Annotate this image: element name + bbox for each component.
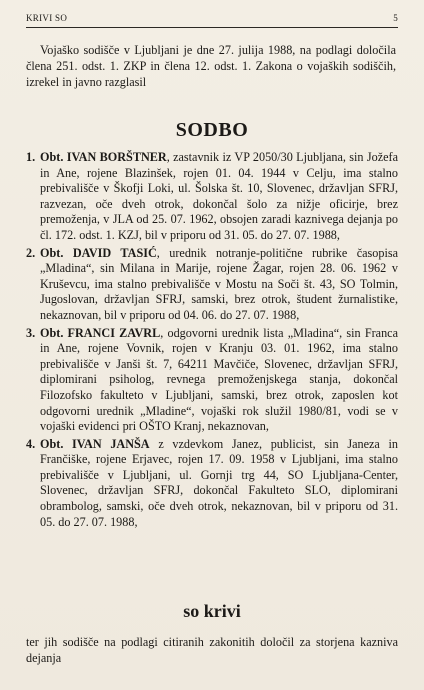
defendant-details: z vzdevkom Janez, publicist, sin Janeza in Frančiške, rojene Erjavec, rojen 17. 09. 1958 v Ljubljani, ima stalno prebivališče v Ljubljani, ul. Gornji trg 44, SO Ljubljana-Center, Slovenec, državljan SFRJ, dokončal Fakulteto SLO, diplomirani obrambolog, samski, oče dveh otrok, nekaznovan, bil v priporu od 31. 05. do 27. 07. 1988, (40, 436, 399, 529)
defendant-name: Obt. FRANCI ZAVRL (40, 325, 161, 340)
defendant-details: , odgovorni urednik lista „Mladina“, sin Franca in Ane, rojene Vovnik, rojen v Kranju 03. 01. 1962, ima stalno prebivališče v Janši št. 7, 64211 Mavčiče, Slovenec, državljan SFRJ, diplomirani psiholog, revnega premoženjskega stanja, dokončal Filozofsko fakulteto v Ljubljani, samski, brez otrok, zaposlen kot odgovorni urednik „Mladine“, vojaški rok služil 1980/81, vodi se v vojaški evidenci pri OŠTO Kranj, nekaznovan, (40, 325, 398, 434)
defendant-number: 4. (26, 436, 36, 451)
defendant-name: Obt. IVAN JANŠA (40, 436, 150, 451)
page-number: 5 (393, 13, 398, 23)
defendant-list (26, 150, 398, 532)
running-title: KRIVI SO (26, 13, 68, 23)
defendant-text (38, 437, 398, 531)
closing-paragraph: ter jih sodišče na podlagi citiranih zakonitih določil za storjena kazniva dejanja (26, 635, 398, 665)
header-rule (26, 27, 398, 28)
defendant-name: Obt. DAVID TASIĆ (40, 245, 157, 260)
defendant-details: , urednik notranje-politične rubrike časopisa „Mladina“, sin Milana in Marije, rojene Žagar, rojen 28. 06. 1962 v Kruševcu, ima stalno prebivališče v Mostu na Soči št. 43, SO Tolmin, Jugoslovan, državljan SFRJ, samski, brez otrok, študent žurnalistike, nekaznovan, bil v priporu od 04. 06. do 27. 07. 1988, (40, 245, 398, 322)
defendant-number: 3. (26, 325, 36, 340)
defendant-name: Obt. IVAN BORŠTNER (40, 150, 167, 164)
defendant-item (26, 246, 398, 324)
defendant-item (26, 326, 398, 435)
defendant-item (26, 150, 398, 244)
verdict-heading: SODBO (175, 119, 249, 141)
defendant-details: , zastavnik iz VP 2050/30 Ljubljana, sin Jožefa in Ane, rojene Blazinšek, rojen 01. 04. 1944 v Celju, ima stalno prebivališče v Škofji Loki, ul. Šolska št. 10, Slovenec, državljan SFRJ, razvezan, oče dveh otrok, dokončal šolo za nižje oficirje, brez premoženja, v JLA od 25. 07. 1962, obsojen zaradi kaznivega dejanja po čl. 172. odst. 1. KZJ, bil v priporu od 31. 05. do 27. 07. 1988, (40, 150, 398, 242)
defendant-text (38, 326, 398, 435)
verdict-phrase: so krivi (183, 601, 241, 621)
defendant-item (26, 437, 398, 531)
intro-paragraph: Vojaško sodišče v Ljubljani je dne 27. julija 1988, na podlagi določila člena 251. odst. 1. ZKP in člena 12. odst. 1. Zakona o vojaških sodiščih, izrekel in javno razglasil (26, 43, 396, 89)
page-header (26, 13, 398, 23)
defendant-text (38, 150, 398, 244)
defendant-number: 2. (26, 245, 36, 260)
defendant-text (38, 246, 398, 324)
defendant-number: 1. (26, 150, 36, 164)
